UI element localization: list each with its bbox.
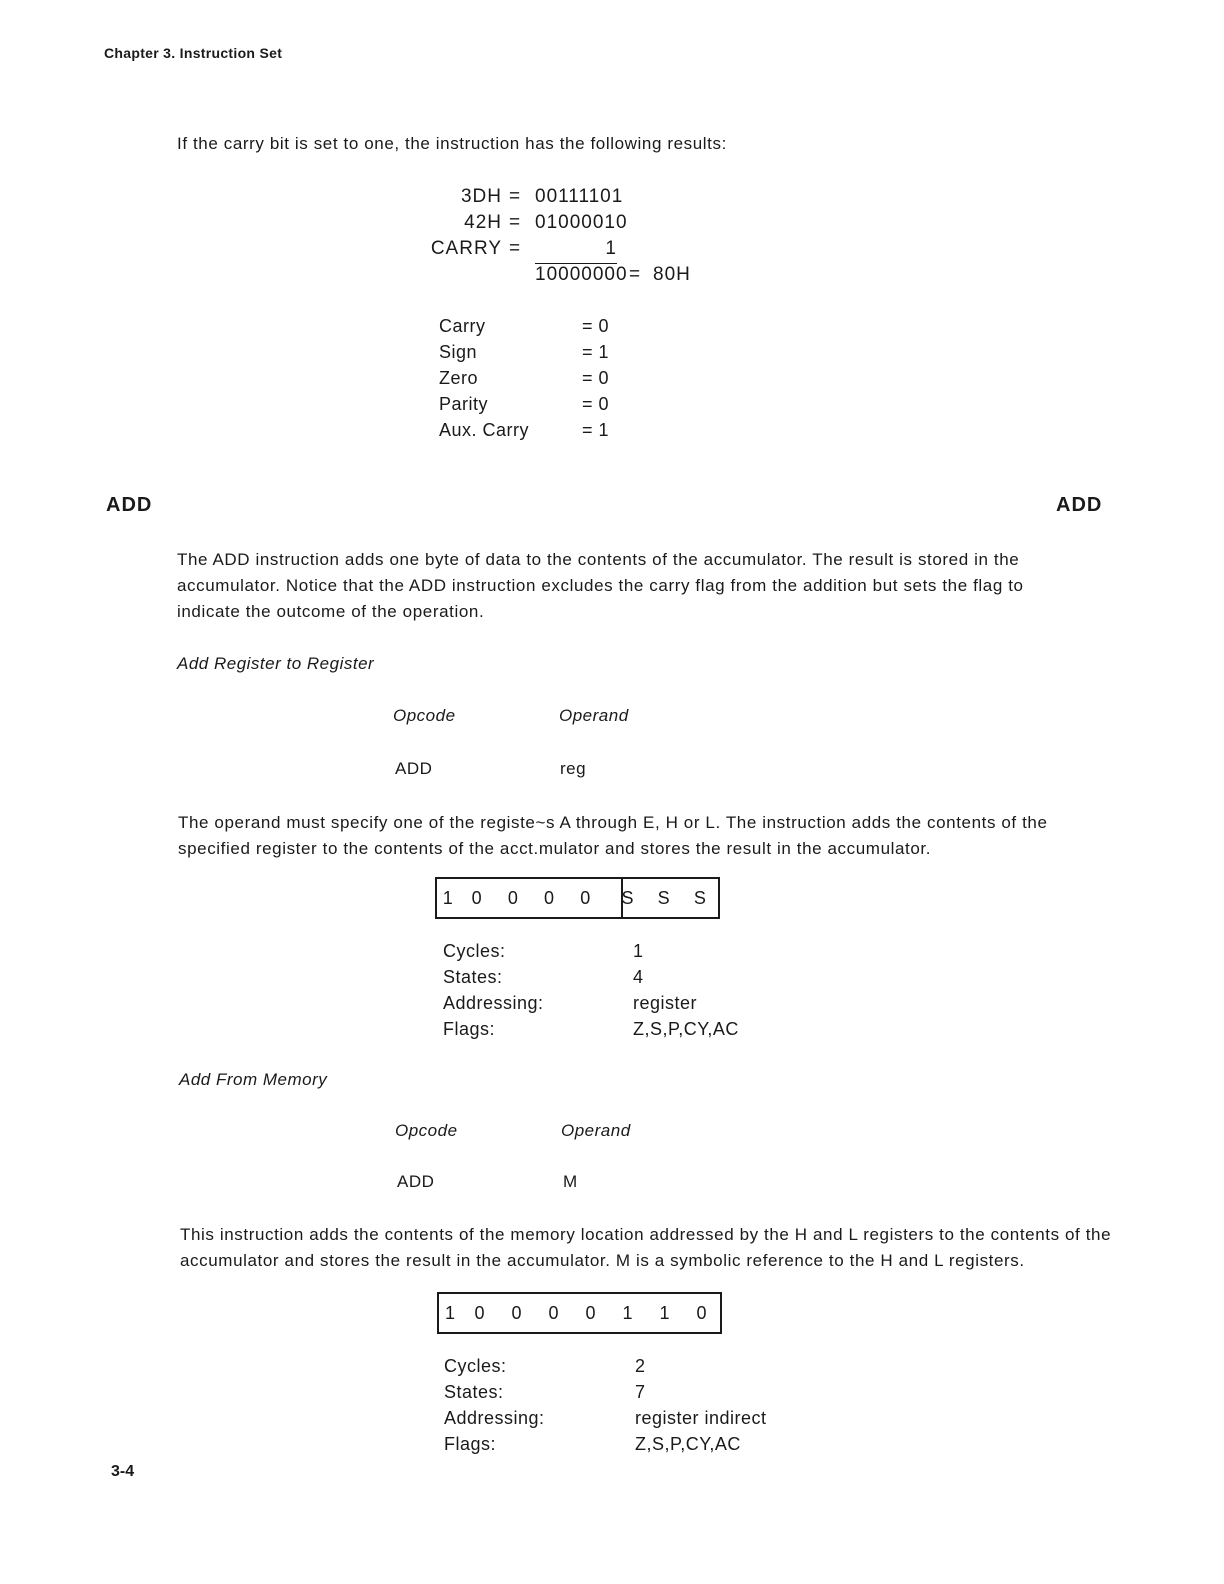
flag-value: = 0	[582, 368, 610, 388]
section-description: The ADD instruction adds one byte of data to the contents of the accumulator. The result is stored in the accumulator. Notice that the ADD instruction excludes the carry flag from the addition but sets the flag to indicate the outcome of the operation.	[177, 550, 1024, 621]
info-label: Addressing:	[443, 993, 544, 1013]
calc-value-42h: 01000010	[535, 212, 628, 233]
flag-name: Parity	[439, 394, 489, 414]
reg-description: The operand must specify one of the registe~s A through E, H or L. The instruction adds the contents of the specified register to the contents of the acct.mulator and stores the result in the accumulator.	[178, 813, 1048, 858]
reg-operand-header: Operand	[559, 706, 629, 725]
bit: 0	[507, 887, 518, 908]
reg-opcode-header: Opcode	[393, 706, 456, 725]
mem-operand-header: Operand	[561, 1121, 631, 1140]
calc-label-42h: 42H	[464, 212, 502, 233]
reg-opcode: ADD	[395, 759, 433, 778]
flag-name: Carry	[439, 316, 486, 336]
info-value: 1	[633, 941, 644, 961]
flag-name: Sign	[439, 342, 478, 362]
info-label: Flags:	[443, 1019, 496, 1039]
mem-description: This instruction adds the contents of the memory location addressed by the H and L registers to the contents of the accumulator and stores the result in the accumulator. M is a symbolic reference to the H and L registers.	[180, 1225, 1112, 1270]
mem-encoding-box	[437, 1292, 722, 1334]
calc-value-3dh: 00111101	[535, 186, 624, 207]
flag-name: Aux. Carry	[439, 420, 530, 440]
running-head: Chapter 3. Instruction Set	[104, 45, 283, 61]
info-label: Cycles:	[444, 1356, 507, 1376]
calc-value-carry: 1	[605, 238, 617, 259]
section-title-right: ADD	[1056, 494, 1103, 516]
info-label: Addressing:	[444, 1408, 545, 1428]
mem-opcode: ADD	[397, 1172, 435, 1191]
flag-name: Zero	[439, 368, 479, 388]
field-divider	[621, 877, 623, 919]
bit: S	[693, 887, 706, 908]
calc-label-carry: CARRY	[430, 238, 502, 259]
bit: 0	[548, 1302, 559, 1323]
mem-opcode-header: Opcode	[395, 1121, 458, 1140]
bit: 1	[659, 1302, 670, 1323]
intro-text: If the carry bit is set to one, the instruction has the following results:	[177, 134, 727, 153]
bit: 0	[474, 1302, 485, 1323]
info-label: Cycles:	[443, 941, 506, 961]
info-value: register	[633, 993, 698, 1013]
calc-eq: =	[509, 212, 522, 233]
reg-encoding-box	[435, 877, 720, 919]
reg-operand: reg	[560, 759, 587, 778]
mem-subtitle: Add From Memory	[179, 1070, 328, 1089]
calc-sum-eq: =	[629, 264, 642, 285]
info-label: Flags:	[444, 1434, 497, 1454]
bit: S	[657, 887, 670, 908]
bit: 0	[580, 887, 591, 908]
info-value: Z,S,P,CY,AC	[633, 1019, 739, 1039]
bit: 1	[444, 1302, 455, 1323]
info-value: 4	[633, 967, 644, 987]
calc-eq: =	[509, 238, 522, 259]
bit: 0	[511, 1302, 522, 1323]
calc-sum-hex: 80H	[653, 264, 691, 285]
info-value: Z,S,P,CY,AC	[635, 1434, 741, 1454]
flag-value: = 0	[582, 394, 610, 414]
info-value: 2	[635, 1356, 646, 1376]
calc-eq: =	[509, 186, 522, 207]
page-number: 3-4	[111, 1463, 135, 1480]
bit: 0	[471, 887, 482, 908]
info-value: 7	[635, 1382, 646, 1402]
flag-value: = 0	[582, 316, 610, 336]
bit: 0	[585, 1302, 596, 1323]
bit: S	[621, 887, 634, 908]
info-label: States:	[443, 967, 503, 987]
flag-value: = 1	[582, 342, 610, 362]
info-value: register indirect	[635, 1408, 767, 1428]
bit: 0	[696, 1302, 707, 1323]
calc-label-3dh: 3DH	[460, 186, 502, 207]
bit: 1	[622, 1302, 633, 1323]
mem-operand: M	[563, 1172, 578, 1191]
section-title-left: ADD	[106, 494, 153, 516]
bit: 1	[442, 887, 453, 908]
flag-value: = 1	[582, 420, 610, 440]
reg-subtitle: Add Register to Register	[177, 654, 375, 673]
info-label: States:	[444, 1382, 504, 1402]
calc-sum: 10000000	[535, 264, 628, 285]
bit: 0	[544, 887, 555, 908]
